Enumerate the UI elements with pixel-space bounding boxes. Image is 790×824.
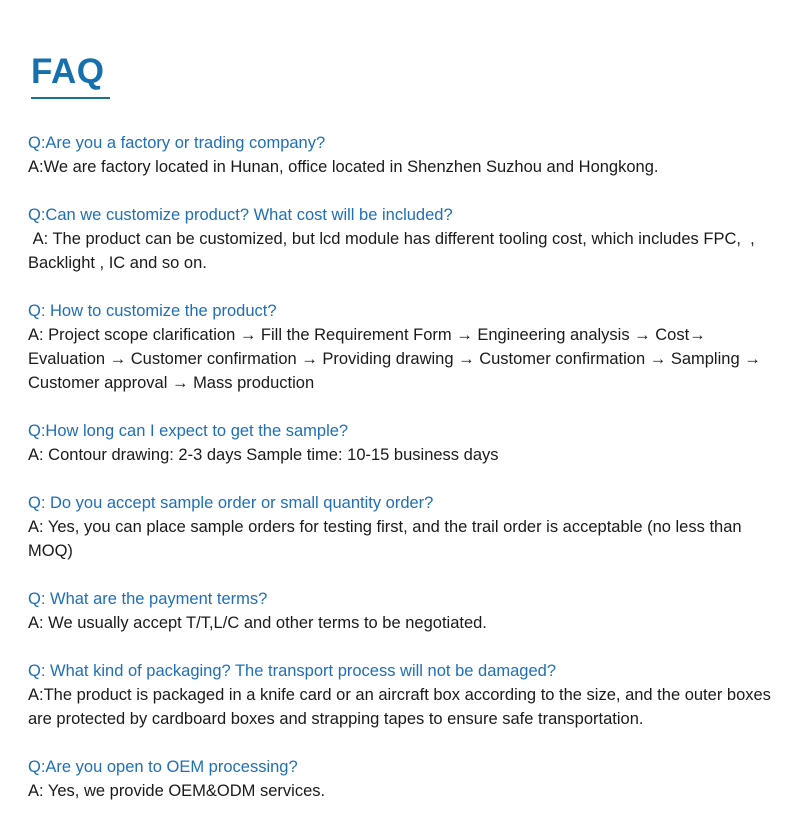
page-title: FAQ — [31, 52, 105, 91]
faq-item — [28, 659, 776, 731]
faq-answer: A: We usually accept T/T,L/C and other terms to be negotiated. — [28, 614, 487, 632]
faq-question: Q:Are you open to OEM processing? — [28, 758, 298, 776]
faq-list — [28, 131, 776, 803]
faq-answer: A: Yes, you can place sample orders for testing first, and the trail order is acceptable (no less than MOQ) — [28, 518, 747, 560]
faq-question: Q: Do you accept sample order or small quantity order? — [28, 494, 434, 512]
faq-question: Q:Can we customize product? What cost will be included? — [28, 206, 453, 224]
faq-answer: A: The product can be customized, but lcd module has different tooling cost, which includes FPC, , Backlight , IC and so on. — [28, 230, 760, 272]
faq-title-group — [31, 52, 110, 99]
faq-answer: A: Yes, we provide OEM&ODM services. — [28, 782, 326, 800]
faq-answer: A:We are factory located in Hunan, office located in Shenzhen Suzhou and Hongkong. — [28, 158, 659, 176]
faq-item — [28, 587, 772, 635]
faq-question: Q:Are you a factory or trading company? — [28, 134, 326, 152]
faq-question: Q: What are the payment terms? — [28, 590, 268, 608]
title-underline-rule — [31, 97, 110, 99]
faq-item — [28, 755, 772, 803]
faq-question: Q: How to customize the product? — [28, 302, 277, 320]
faq-question: Q:How long can I expect to get the sample? — [28, 422, 349, 440]
faq-item — [28, 299, 772, 395]
faq-item — [28, 203, 772, 275]
faq-answer: A: Contour drawing: 2-3 days Sample time: 10-15 business days — [28, 446, 499, 464]
faq-answer: A:The product is packaged in a knife card or an aircraft box according to the size, and the outer boxes are protected by cardboard boxes and strapping tapes to ensure safe transportation. — [28, 686, 776, 728]
faq-item — [28, 491, 772, 563]
faq-answer: A: Project scope clarification → Fill the Requirement Form → Engineering analysis → Cost→ Evaluation → Customer confirmation → Providing drawing → Customer confirmation → Sampling → Customer approval → Mass production — [28, 326, 766, 392]
faq-item — [28, 419, 772, 467]
faq-question: Q: What kind of packaging? The transport process will not be damaged? — [28, 662, 556, 680]
faq-item — [28, 131, 772, 179]
